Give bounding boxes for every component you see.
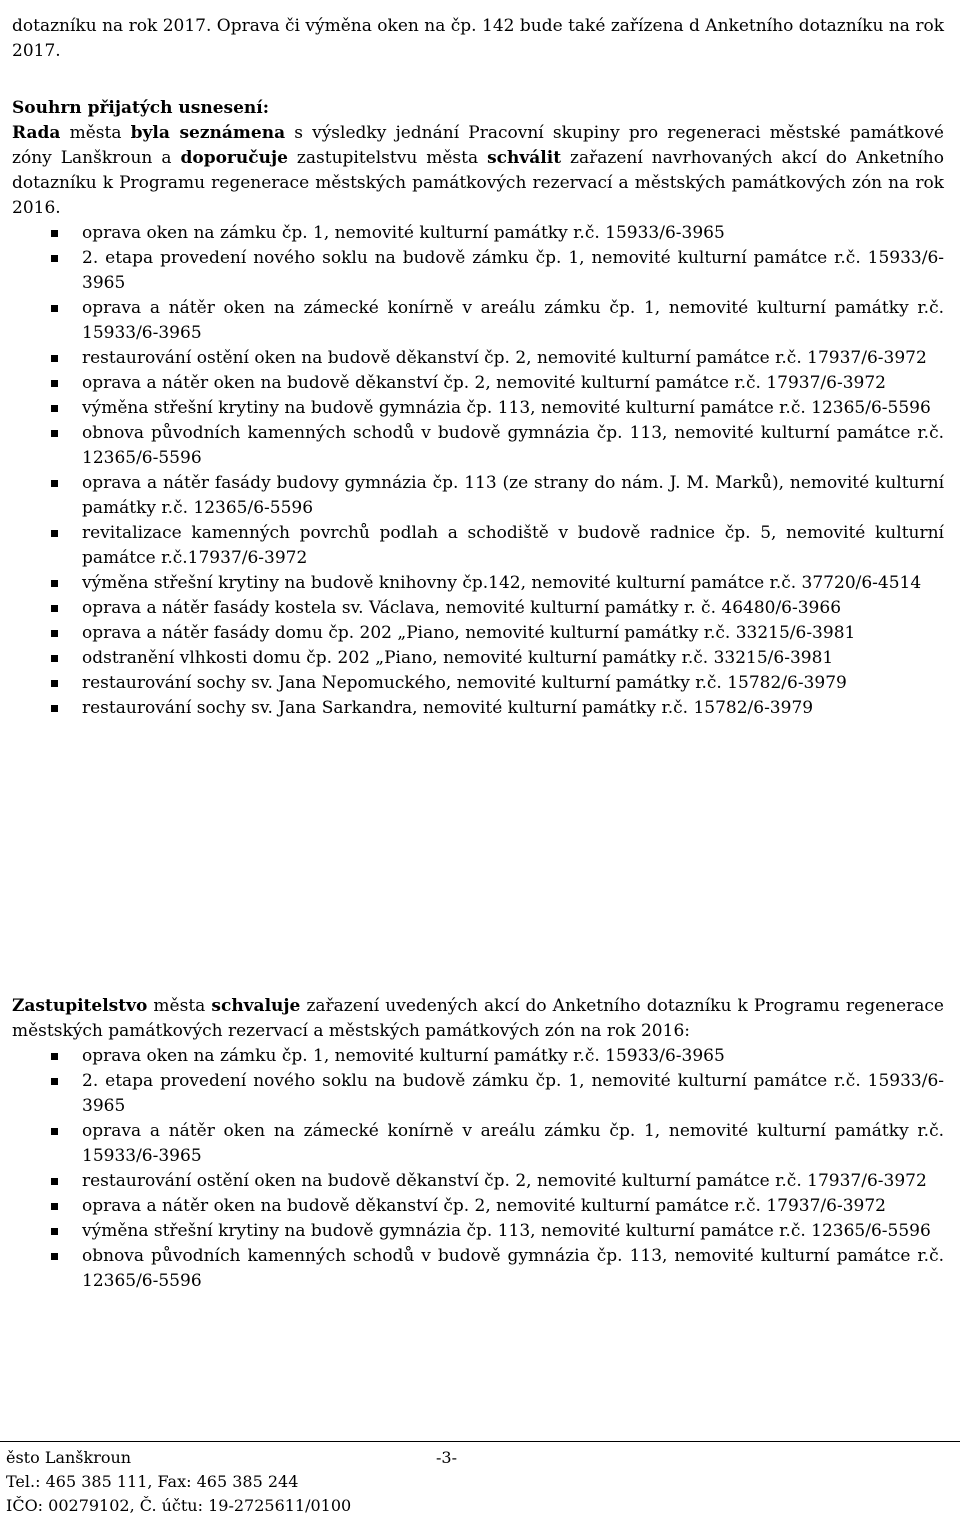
continuation-text: dotazníku na rok 2017. Oprava či výměna oken na čp. 142 bude také zařízena d Anketního dotazníku na rok 2017. (12, 16, 944, 61)
rada-word: Rada (12, 123, 61, 143)
list-item: revitalizace kamenných povrchů podlah a schodiště v budově radnice čp. 5, nemovité kulturní památce r.č.17937/6-3972 (12, 521, 944, 571)
zastupitelstvo-word: Zastupitelstvo (12, 996, 148, 1016)
list-item: výměna střešní krytiny na budově gymnázia čp. 113, nemovité kulturní památce r.č. 12365/6-5596 (12, 1219, 944, 1244)
rada-item-list (12, 221, 944, 721)
footer-ids: IČO: 00279102, Č. účtu: 19-2725611/0100 (6, 1496, 352, 1515)
footer-town: ěsto Lanškroun (6, 1448, 132, 1467)
list-item: 2. etapa provedení nového soklu na budově zámku čp. 1, nemovité kulturní památce r.č. 15933/6-3965 (12, 246, 944, 296)
list-item: výměna střešní krytiny na budově gymnázia čp. 113, nemovité kulturní památce r.č. 12365/6-5596 (12, 396, 944, 421)
resolution-summary-section (12, 96, 944, 721)
list-item: restaurování ostění oken na budově děkanství čp. 2, nemovité kulturní památce r.č. 17937/6-3972 (12, 346, 944, 371)
list-item: 2. etapa provedení nového soklu na budově zámku čp. 1, nemovité kulturní památce r.č. 15933/6-3965 (12, 1069, 944, 1119)
list-item: oprava a nátěr fasády budovy gymnázia čp. 113 (ze strany do nám. J. M. Marků), nemovité kulturní památky r.č. 12365/6-5596 (12, 471, 944, 521)
page-footer (6, 1446, 506, 1518)
list-item: oprava a nátěr oken na budově děkanství čp. 2, nemovité kulturní památce r.č. 17937/6-3972 (12, 371, 944, 396)
doporucuje-word: doporučuje (180, 148, 288, 168)
text-fragment: s výsledky jednání Pracovní skupiny pro regeneraci městské památkové zóny Lanškroun a (12, 123, 944, 168)
list-item: restaurování sochy sv. Jana Sarkandra, nemovité kulturní památky r.č. 15782/6-3979 (12, 696, 944, 721)
list-item: oprava a nátěr fasády domu čp. 202 „Piano, nemovité kulturní památky r.č. 33215/6-3981 (12, 621, 944, 646)
text-fragment: města (60, 123, 131, 143)
list-item: výměna střešní krytiny na budově knihovny čp.142, nemovité kulturní památce r.č. 37720/6-4514 (12, 571, 944, 596)
section-heading: Souhrn přijatých usnesení: (12, 98, 269, 118)
text-fragment: zařazení uvedených akcí do Anketního dotazníku k Programu regenerace městských památkových rezervací a městských památkových zón na rok 2016: (12, 996, 944, 1041)
list-item: restaurování sochy sv. Jana Nepomuckého, nemovité kulturní památky r.č. 15782/6-3979 (12, 671, 944, 696)
schvalit-word: schválit (487, 148, 562, 168)
zastupitelstvo-section (12, 994, 944, 1294)
byla-seznamena-phrase: byla seznámena (130, 123, 286, 143)
list-item: oprava oken na zámku čp. 1, nemovité kulturní památky r.č. 15933/6-3965 (12, 221, 944, 246)
list-item: obnova původních kamenných schodů v budově gymnázia čp. 113, nemovité kulturní památce r.č. 12365/6-5596 (12, 1244, 944, 1294)
list-item: oprava a nátěr oken na zámecké konírně v areálu zámku čp. 1, nemovité kulturní památky r.č. 15933/6-3965 (12, 1119, 944, 1169)
list-item: obnova původních kamenných schodů v budově gymnázia čp. 113, nemovité kulturní památce r.č. 12365/6-5596 (12, 421, 944, 471)
footer-divider (0, 1441, 960, 1442)
text-fragment: zařazení navrhovaných akcí do Anketního dotazníku k Programu regenerace městských památkových rezervací a městských památkových zón na rok 2016. (12, 148, 944, 218)
schvaluje-word: schvaluje (211, 996, 301, 1016)
list-item: oprava a nátěr fasády kostela sv. Václava, nemovité kulturní památky r. č. 46480/6-3966 (12, 596, 944, 621)
zastupitelstvo-paragraph (12, 994, 944, 1044)
list-item: oprava a nátěr oken na budově děkanství čp. 2, nemovité kulturní památce r.č. 17937/6-3972 (12, 1194, 944, 1219)
list-item: odstranění vlhkosti domu čp. 202 „Piano, nemovité kulturní památky r.č. 33215/6-3981 (12, 646, 944, 671)
list-item: oprava oken na zámku čp. 1, nemovité kulturní památky r.č. 15933/6-3965 (12, 1044, 944, 1069)
rada-paragraph (12, 121, 944, 221)
list-item: oprava a nátěr oken na zámecké konírně v areálu zámku čp. 1, nemovité kulturní památky r.č. 15933/6-3965 (12, 296, 944, 346)
page-number: -3- (436, 1448, 457, 1467)
text-fragment: města (147, 996, 212, 1016)
zastupitelstvo-item-list (12, 1044, 944, 1294)
footer-contact: Tel.: 465 385 111, Fax: 465 385 244 (6, 1472, 299, 1491)
text-fragment: zastupitelstvu města (287, 148, 488, 168)
list-item: restaurování ostění oken na budově děkanství čp. 2, nemovité kulturní památce r.č. 17937/6-3972 (12, 1169, 944, 1194)
